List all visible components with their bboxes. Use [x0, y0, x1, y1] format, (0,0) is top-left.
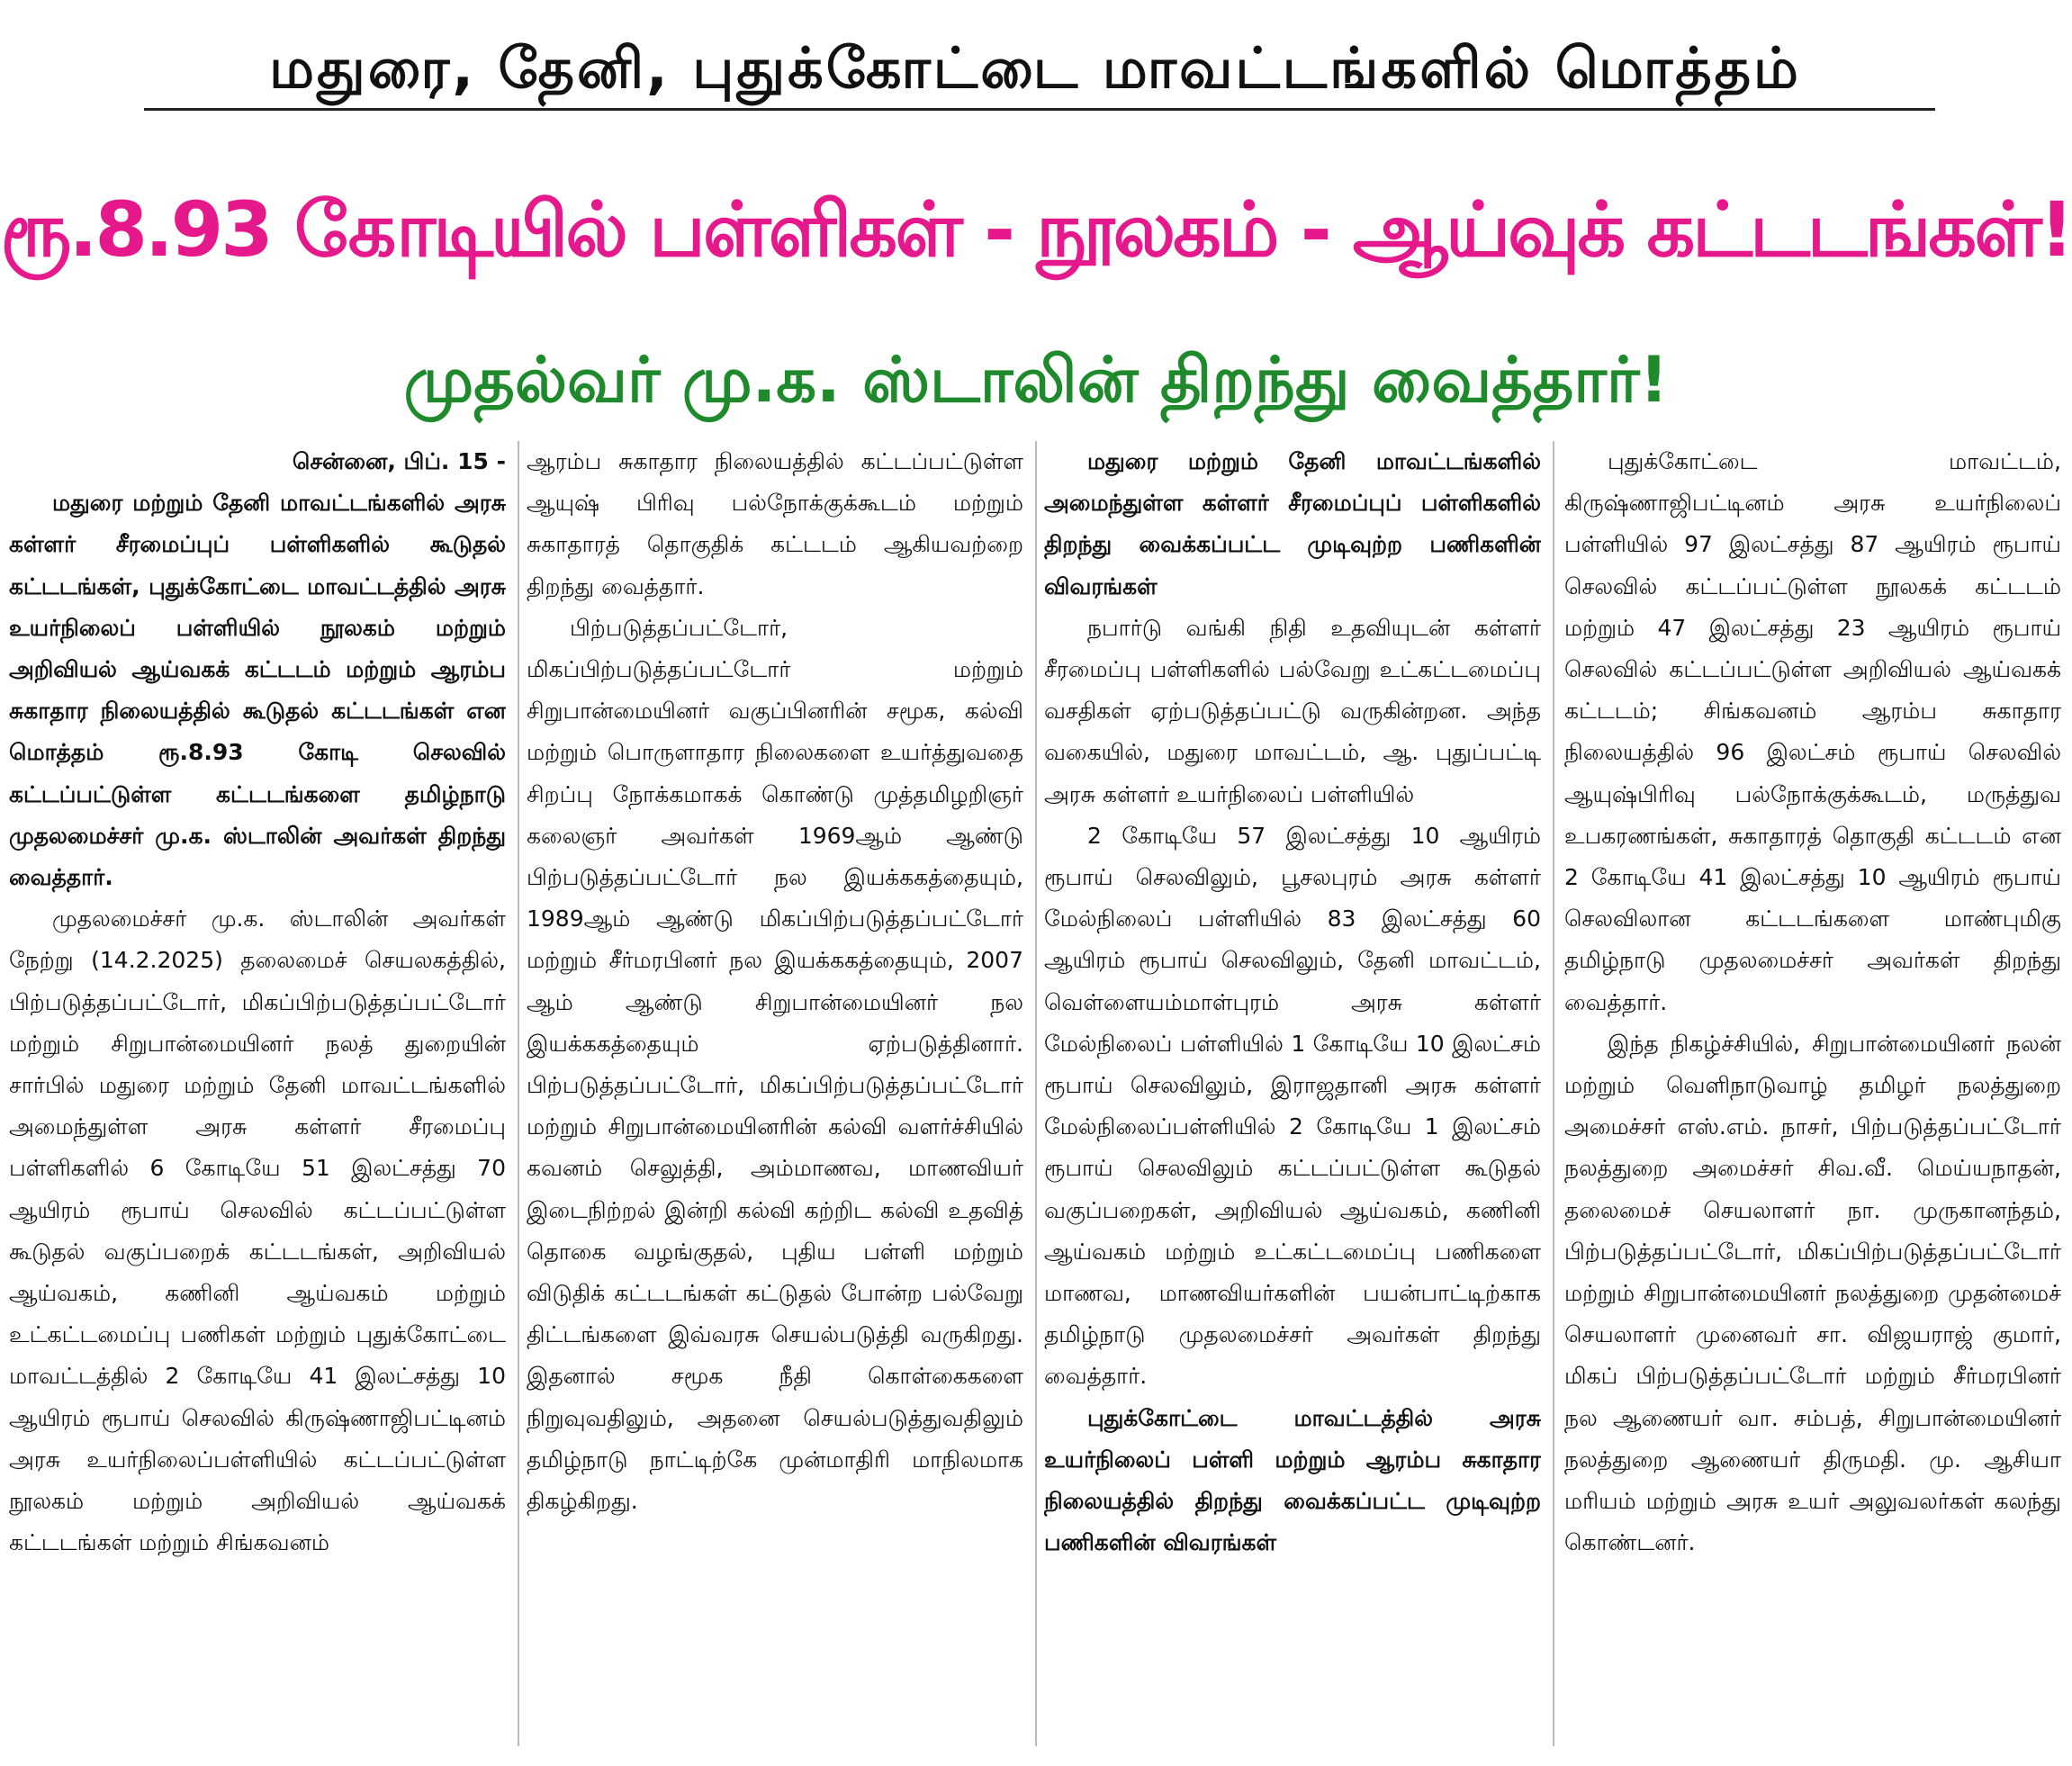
column-divider [1553, 441, 1554, 1746]
sub-headline: முதல்வர் மு.க. ஸ்டாலின் திறந்து வைத்தார்! [403, 343, 1669, 417]
column-3-paragraph-1: நபார்டு வங்கி நிதி உதவியுடன் கள்ளர் சீரமைப்பு பள்ளிகளில் பல்வேறு உட்கட்டமைப்பு வசதிகள் ஏற்படுத்தப்பட்டு வருகின்றன. அந்த வகையில், மதுரை மாவட்டம், ஆ. புதுப்பட்டி அரசு கள்ளர் உயர்நிலைப் பள்ளியில் [1044, 614, 1541, 807]
dateline: சென்னை, பிப். 15 - [292, 448, 506, 474]
column-3-paragraph-2: 2 கோடியே 57 இலட்சத்து 10 ஆயிரம் ரூபாய் செலவிலும், பூசலபுரம் அரசு கள்ளர் மேல்நிலைப் பள்ளியில் 83 இலட்சத்து 60 ஆயிரம் ரூபாய் செலவிலும், தேனி மாவட்டம், வெள்ளையம்மாள்புரம் அரசு கள்ளர் மேல்நிலைப் பள்ளியில் 1 கோடியே 10 இலட்சம் ரூபாய் செலவிலும், இராஜதானி அரசு கள்ளர் மேல்நிலைப்பள்ளியில் 2 கோடியே 1 இலட்சம் ரூபாய் செலவிலும் கட்டப்பட்டுள்ள கூடுதல் வகுப்பறைகள், அறிவியல் ஆய்வகம், கணினி ஆய்வகம் மற்றும் உட்கட்டமைப்பு பணிகளை மாணவ, மாணவியர்களின் பயன்பாட்டிற்காக தமிழ்நாடு முதலமைச்சர் அவர்கள் திறந்து வைத்தார். [1044, 822, 1541, 1390]
main-headline: ரூ.8.93 கோடியில் பள்ளிகள் - நூலகம் - ஆய்வுக் கட்டடங்கள்! [0, 185, 2072, 274]
column-1-paragraph-1: முதலமைச்சர் மு.க. ஸ்டாலின் அவர்கள் நேற்று (14.2.2025) தலைமைச் செயலகத்தில், பிற்படுத்தப்பட்டோர், மிகப்பிற்படுத்தப்பட்டோர் மற்றும் சிறுபான்மையினர் நலத் துறையின் சார்பில் மதுரை மற்றும் தேனி மாவட்டங்களில் அமைந்துள்ள அரசு கள்ளர் சீரமைப்பு பள்ளிகளில் 6 கோடியே 51 இலட்சத்து 70 ஆயிரம் ரூபாய் செலவில் கட்டப்பட்டுள்ள கூடுதல் வகுப்பறைக் கட்டடங்கள், அறிவியல் ஆய்வகம், கணினி ஆய்வகம் மற்றும் உட்கட்டமைப்பு பணிகள் மற்றும் புதுக்கோட்டை மாவட்டத்தில் 2 கோடியே 41 இலட்சத்து 10 ஆயிரம் ரூபாய் செலவில் கிருஷ்ணாஜிபட்டினம் அரசு உயர்நிலைப்பள்ளியில் கட்டப்பட்டுள்ள நூலகம் மற்றும் அறிவியல் ஆய்வகக் கட்டடங்கள் மற்றும் சிங்கவனம் [9, 906, 506, 1556]
kicker-headline: மதுரை, தேனி, புதுக்கோட்டை மாவட்டங்களில் மொத்தம் [269, 35, 1801, 101]
lead-paragraph: மதுரை மற்றும் தேனி மாவட்டங்களில் அரசு கள்ளர் சீரமைப்புப் பள்ளிகளில் கூடுதல் கட்டடங்கள், புதுக்கோட்டை மாவட்டத்தில் அரசு உயர்நிலைப் பள்ளியில் நூலகம் மற்றும் அறிவியல் ஆய்வகக் கட்டடம் மற்றும் ஆரம்ப சுகாதார நிலையத்தில் கூடுதல் கட்டடங்கள் என மொத்தம் ரூ.8.93 கோடி செலவில் கட்டப்பட்டுள்ள கட்டடங்களை தமிழ்நாடு முதலமைச்சர் மு.க. ஸ்டாலின் அவர்கள் திறந்து வைத்தார். [9, 490, 506, 891]
kicker-underline [144, 108, 1935, 111]
column-2-paragraph-0: ஆரம்ப சுகாதார நிலையத்தில் கட்டப்பட்டுள்ள ஆயுஷ் பிரிவு பல்நோக்குக்கூடம் மற்றும் சுகாதாரத் தொகுதிக் கட்டடம் ஆகியவற்றை திறந்து வைத்தார். [527, 448, 1023, 599]
section-heading-madurai-theni: மதுரை மற்றும் தேனி மாவட்டங்களில் அமைந்துள்ள கள்ளர் சீரமைப்புப் பள்ளிகளில் திறந்து வைக்கப்பட்ட முடிவுற்ற பணிகளின் விவரங்கள் [1044, 448, 1541, 599]
article-column-1 [9, 441, 506, 1755]
column-divider [1035, 441, 1037, 1746]
article-column-2 [527, 441, 1023, 1755]
column-4-paragraph-2: இந்த நிகழ்ச்சியில், சிறுபான்மையினர் நலன் மற்றும் வெளிநாடுவாழ் தமிழர் நலத்துறை அமைச்சர் எஸ்.எம். நாசர், பிற்படுத்தப்பட்டோர் நலத்துறை அமைச்சர் சிவ.வீ. மெய்யநாதன், தலைமைச் செயலாளர் நா. முருகானந்தம், பிற்படுத்தப்பட்டோர், மிகப்பிற்படுத்தப்பட்டோர் மற்றும் சிறுபான்மையினர் நலத்துறை முதன்மைச் செயலாளர் முனைவர் சா. விஜயராஜ் குமார், மிகப் பிற்படுத்தப்பட்டோர் மற்றும் சீர்மரபினர் நல ஆணையர் வா. சம்பத், சிறுபான்மையினர் நலத்துறை ஆணையர் திருமதி. மு. ஆசியா மரியம் மற்றும் அரசு உயர் அலுவலர்கள் கலந்து கொண்டனர். [1564, 1030, 2061, 1556]
column-4-paragraph-1: புதுக்கோட்டை மாவட்டம், கிருஷ்ணாஜிபட்டினம் அரசு உயர்நிலைப் பள்ளியில் 97 இலட்சத்து 87 ஆயிரம் ரூபாய் செலவில் கட்டப்பட்டுள்ள நூலகக் கட்டடம் மற்றும் 47 இலட்சத்து 23 ஆயிரம் ரூபாய் செலவில் கட்டப்பட்டுள்ள அறிவியல் ஆய்வகக் கட்டடம்; சிங்கவனம் ஆரம்ப சுகாதார நிலையத்தில் 96 இலட்சம் ரூபாய் செலவில் ஆயுஷ்பிரிவு பல்நோக்குக்கூடம், மருத்துவ உபகரணங்கள், சுகாதாரத் தொகுதி கட்டடம் என 2 கோடியே 41 இலட்சத்து 10 ஆயிரம் ரூபாய் செலவிலான கட்டடங்களை மாண்புமிகு தமிழ்நாடு முதலமைச்சர் அவர்கள் திறந்து வைத்தார். [1564, 448, 2061, 1015]
article-column-4 [1564, 441, 2061, 1755]
section-heading-pudukkottai: புதுக்கோட்டை மாவட்டத்தில் அரசு உயர்நிலைப் பள்ளி மற்றும் ஆரம்ப சுகாதார நிலையத்தில் திறந்து வைக்கப்பட்ட முடிவுற்ற பணிகளின் விவரங்கள் [1044, 1404, 1541, 1556]
column-divider [518, 441, 519, 1746]
article-column-3 [1044, 441, 1541, 1755]
column-2-paragraph-1: பிற்படுத்தப்பட்டோர், மிகப்பிற்படுத்தப்பட்டோர் மற்றும் சிறுபான்மையினர் வகுப்பினரின் சமூக, கல்வி மற்றும் பொருளாதார நிலைகளை உயர்த்துவதை சிறப்பு நோக்கமாகக் கொண்டு முத்தமிழறிஞர் கலைஞர் அவர்கள் 1969ஆம் ஆண்டு பிற்படுத்தப்பட்டோர் நல இயக்ககத்தையும், 1989ஆம் ஆண்டு மிகப்பிற்படுத்தப்பட்டோர் மற்றும் சீர்மரபினர் நல இயக்ககத்தையும், 2007 ஆம் ஆண்டு சிறுபான்மையினர் நல இயக்ககத்தையும் ஏற்படுத்தினார். பிற்படுத்தப்பட்டோர், மிகப்பிற்படுத்தப்பட்டோர் மற்றும் சிறுபான்மையினரின் கல்வி வளர்ச்சியில் கவனம் செலுத்தி, அம்மாணவ, மாணவியர் இடைநிற்றல் இன்றி கல்வி கற்றிட கல்வி உதவித் தொகை வழங்குதல், புதிய பள்ளி மற்றும் விடுதிக் கட்டடங்கள் கட்டுதல் போன்ற பல்வேறு திட்டங்களை இவ்வரசு செயல்படுத்தி வருகிறது. இதனால் சமூக நீதி கொள்கைகளை நிறுவுவதிலும், அதனை செயல்படுத்துவதிலும் தமிழ்நாடு நாட்டிற்கே முன்மாதிரி மாநிலமாக திகழ்கிறது. [527, 614, 1023, 1515]
